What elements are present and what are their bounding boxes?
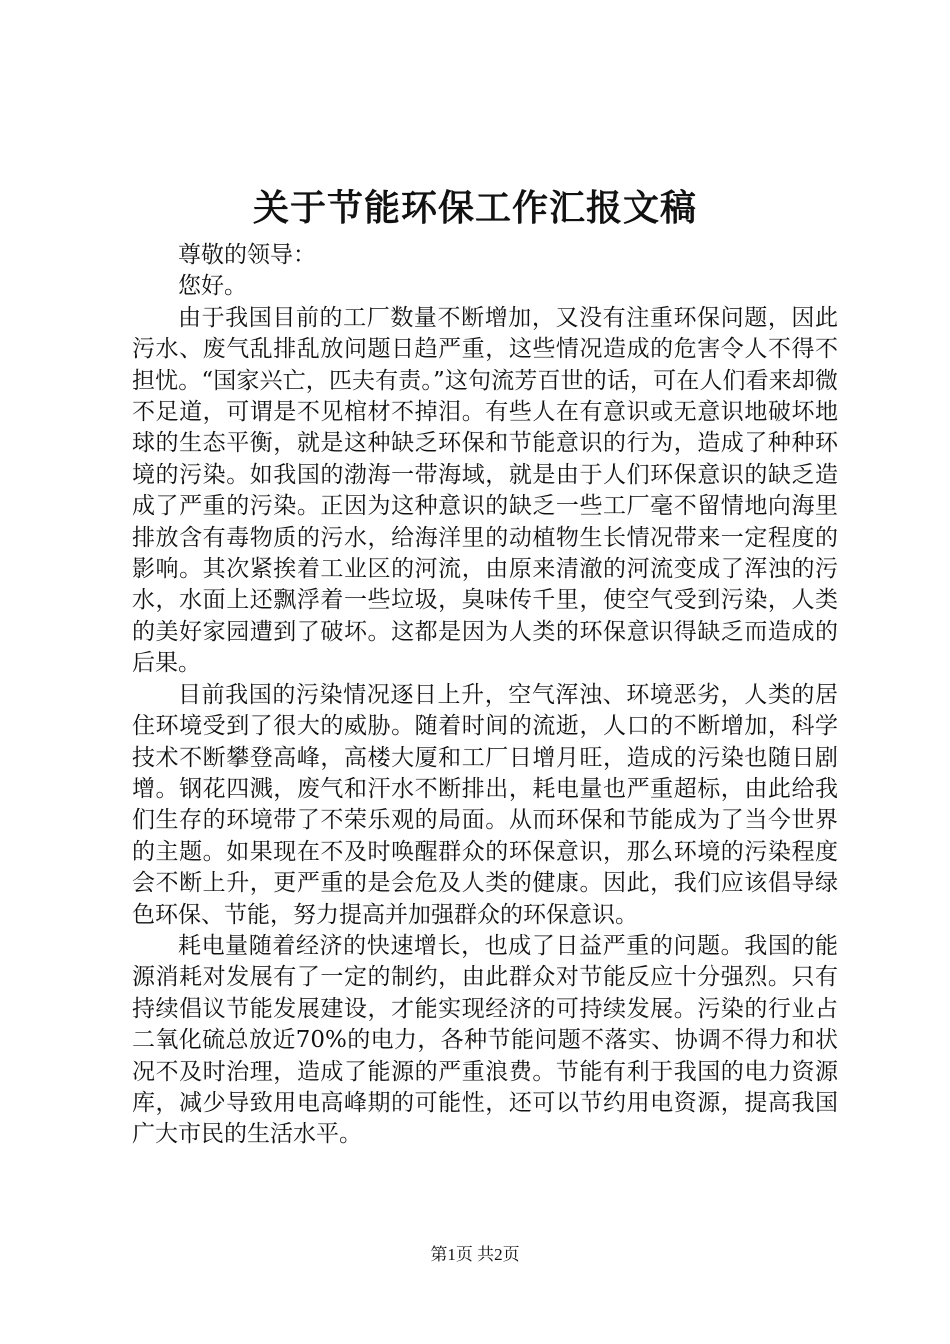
greeting: 您好。 — [178, 273, 247, 300]
paragraph-2: 目前我国的污染情况逐日上升，空气浑浊、环境恶劣，人类的居住环境受到了很大的威胁。随着时间的流逝，人口的不断增加，科学技术不断攀登高峰，高楼大厦和工厂日增月旺，造成的污染也随日剧增。钢花四溅，废气和汗水不断排出，耗电量也严重超标，由此给我们生存的环境带了不荣乐观的局面。从而环保和节能成为了当今世界的主题。如果现在不及时唤醒群众的环保意识，那么环境的污染程度会不断上升，更严重的是会危及人类的健康。因此，我们应该倡导绿色环保、节能，努力提高并加强群众的环保意识。 — [132, 681, 838, 928]
paragraph-3: 耗电量随着经济的快速增长，也成了日益严重的问题。我国的能源消耗对发展有了一定的制约，由此群众对节能反应十分强烈。只有持续倡议节能发展建设，才能实现经济的可持续发展。污染的行业占二氧化硫总放近70%的电力，各种节能问题不落实、协调不得力和状况不及时治理，造成了能源的严重浪费。节能有利于我国的电力资源库，减少导致用电高峰期的可能性，还可以节约用电资源，提高我国广大市民的生活水平。 — [132, 932, 838, 1148]
salutation: 尊敬的领导： — [178, 242, 316, 268]
document-title: 关于节能环保工作汇报文稿 — [252, 187, 697, 229]
page-number: 第1页 共2页 — [430, 1245, 520, 1264]
document-body — [132, 240, 838, 1151]
paragraph-1: 由于我国目前的工厂数量不断增加，又没有注重环保问题，因此污水、废气乱排乱放问题日趋严重，这些情况造成的危害令人不得不担忧。“国家兴亡，匹夫有责。”这句流芳百世的话，可在人们看来却微不足道，可谓是不见棺材不掉泪。有些人在有意识或无意识地破坏地球的生态平衡，就是这种缺乏环保和节能意识的行为，造成了种种环境的污染。如我国的渤海一带海域，就是由于人们环保意识的缺乏造成了严重的污染。正因为这种意识的缺乏一些工厂毫不留情地向海里排放含有毒物质的污水，给海洋里的动植物生长情况带来一定程度的影响。其次紧挨着工业区的河流，由原来清澈的河流变成了浑浊的污水，水面上还飘浮着一些垃圾，臭味传千里，使空气受到污染，人类的美好家园遭到了破坏。这都是因为人类的环保意识得缺乏而造成的后果。 — [132, 304, 838, 677]
